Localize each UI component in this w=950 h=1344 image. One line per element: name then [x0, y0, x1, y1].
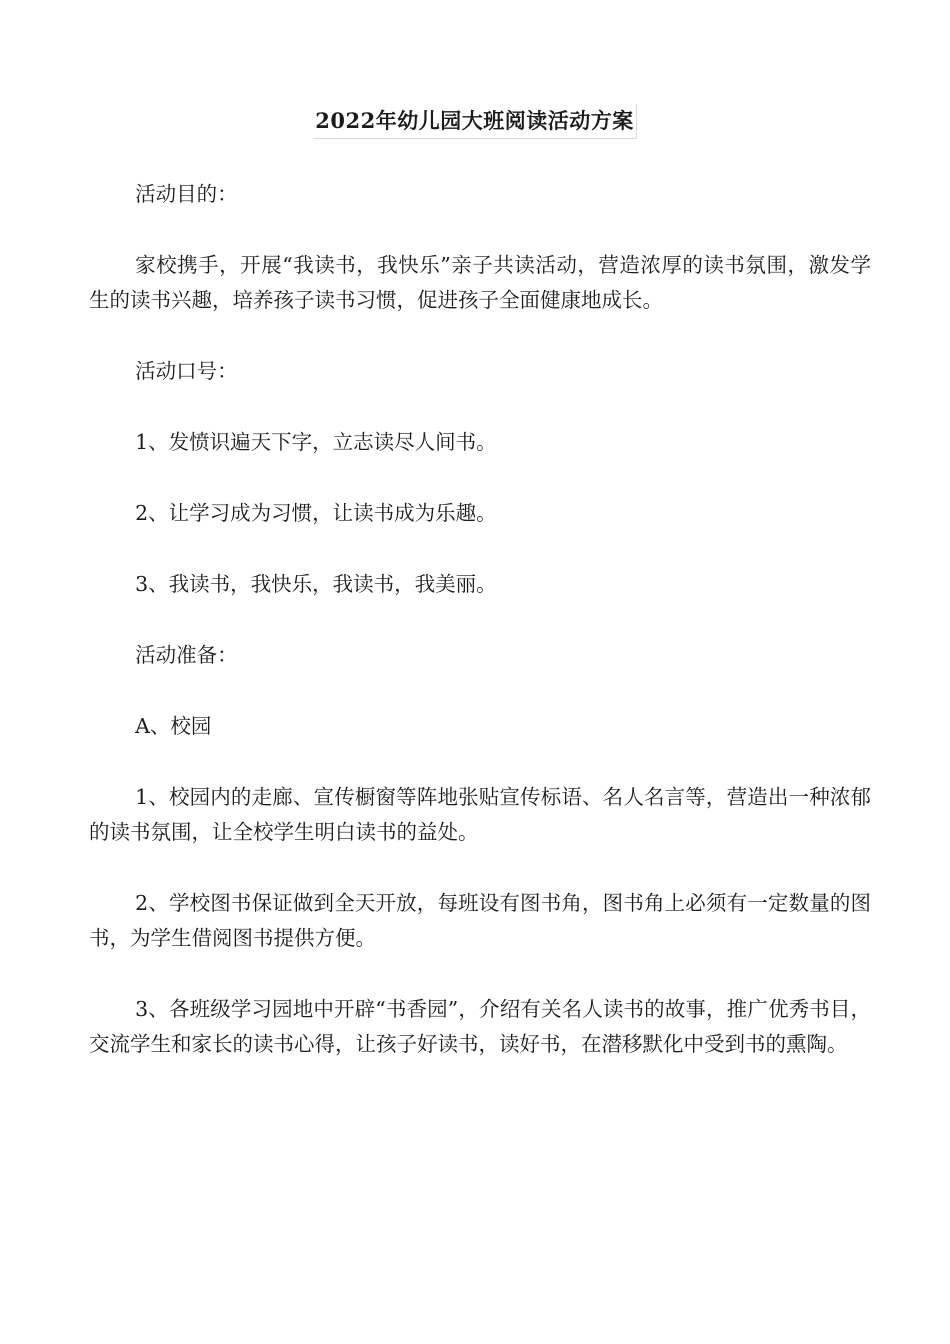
slogan-item: 1、发愤识遍天下字，立志读尽人间书。: [135, 430, 497, 454]
section-heading-slogan: 活动口号：: [135, 359, 238, 383]
document-title: 2022年幼儿园大班阅读活动方案: [313, 104, 636, 139]
paragraph-purpose: 家校携手，开展“我读书，我快乐”亲子共读活动，营造浓厚的读书氛围，激发学生的读书兴趣，培养孩子读书习惯，促进孩子全面健康地成长。: [89, 253, 871, 312]
preparation-item: 2、学校图书保证做到全天开放，每班设有图书角，图书角上必须有一定数量的图书，为学生借阅图书提供方便。: [89, 891, 871, 950]
section-heading-preparation: 活动准备：: [135, 643, 238, 667]
subsection-heading-campus: A、校园: [135, 714, 212, 738]
section-heading-purpose: 活动目的：: [135, 182, 238, 206]
preparation-item: 3、各班级学习园地中开辟“书香园”，介绍有关名人读书的故事，推广优秀书目，交流学生和家长的读书心得，让孩子好读书，读好书，在潜移默化中受到书的熏陶。: [89, 997, 871, 1056]
slogan-item: 3、我读书，我快乐，我读书，我美丽。: [135, 572, 497, 596]
document-body: [89, 177, 871, 1098]
preparation-item: 1、校园内的走廊、宣传橱窗等阵地张贴宣传标语、名人名言等，营造出一种浓郁的读书氛围，让全校学生明白读书的益处。: [89, 785, 871, 844]
title-container: [0, 104, 950, 139]
slogan-item: 2、让学习成为习惯，让读书成为乐趣。: [135, 501, 497, 525]
